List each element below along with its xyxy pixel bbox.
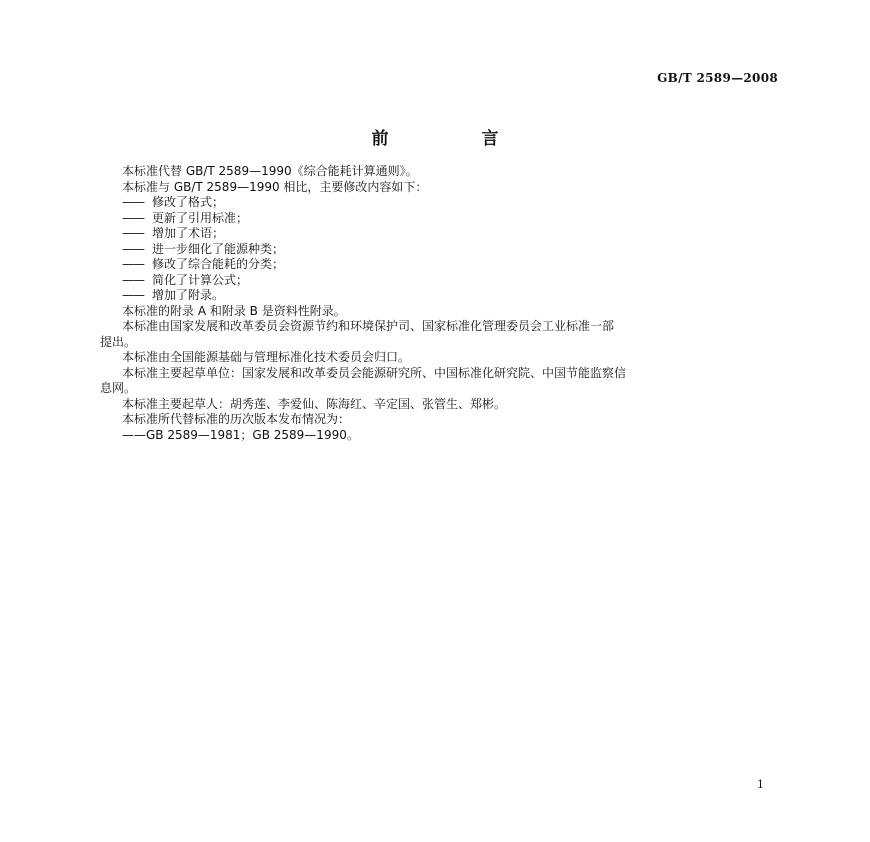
paragraph-proposer-line2: 提出。 [100,334,137,349]
standard-code: GB/T 2589—2008 [657,71,778,85]
list-item: —— 增加了术语； [122,226,225,240]
changes-list [122,195,778,304]
list-item: —— 增加了附录。 [122,288,225,302]
paragraph-appendix: 本标准的附录 A 和附录 B 是资料性附录。 [122,303,346,318]
page-number: 1 [757,778,764,791]
paragraph-proposer-line1: 本标准由国家发展和改革委员会资源节约和环境保护司、国家标准化管理委员会工业标准一部 [122,319,615,333]
list-item: —— 进一步细化了能源种类； [122,241,285,256]
paragraph-history-intro: 本标准所代替标准的历次版本发布情况为： [122,412,351,426]
paragraph-committee: 本标准由全国能源基础与管理标准化技术委员会归口。 [122,350,411,364]
list-item: —— 简化了计算公式； [122,272,249,287]
paragraph-drafters: 本标准主要起草人：胡秀莲、李爱仙、陈海红、辛定国、张管生、郑彬。 [122,396,507,411]
list-item: —— 修改了综合能耗的分类； [122,257,285,271]
paragraph-drafting-units-line1: 本标准主要起草单位：国家发展和改革委员会能源研究所、中国标准化研究院、中国节能监察信 [122,365,627,380]
list-item: —— 修改了格式； [122,195,225,209]
paragraph-drafting-units-line2: 息网。 [100,381,137,395]
page-title: 前 言 [371,129,537,149]
paragraph-history-versions: ——GB 2589—1981；GB 2589—1990。 [122,427,359,442]
paragraph-replaces: 本标准代替 GB/T 2589—1990《综合能耗计算通则》。 [122,164,418,178]
paragraph-changes-intro: 本标准与 GB/T 2589—1990 相比，主要修改内容如下： [122,179,428,194]
body-text [100,164,778,443]
list-item: —— 更新了引用标准； [122,210,249,225]
